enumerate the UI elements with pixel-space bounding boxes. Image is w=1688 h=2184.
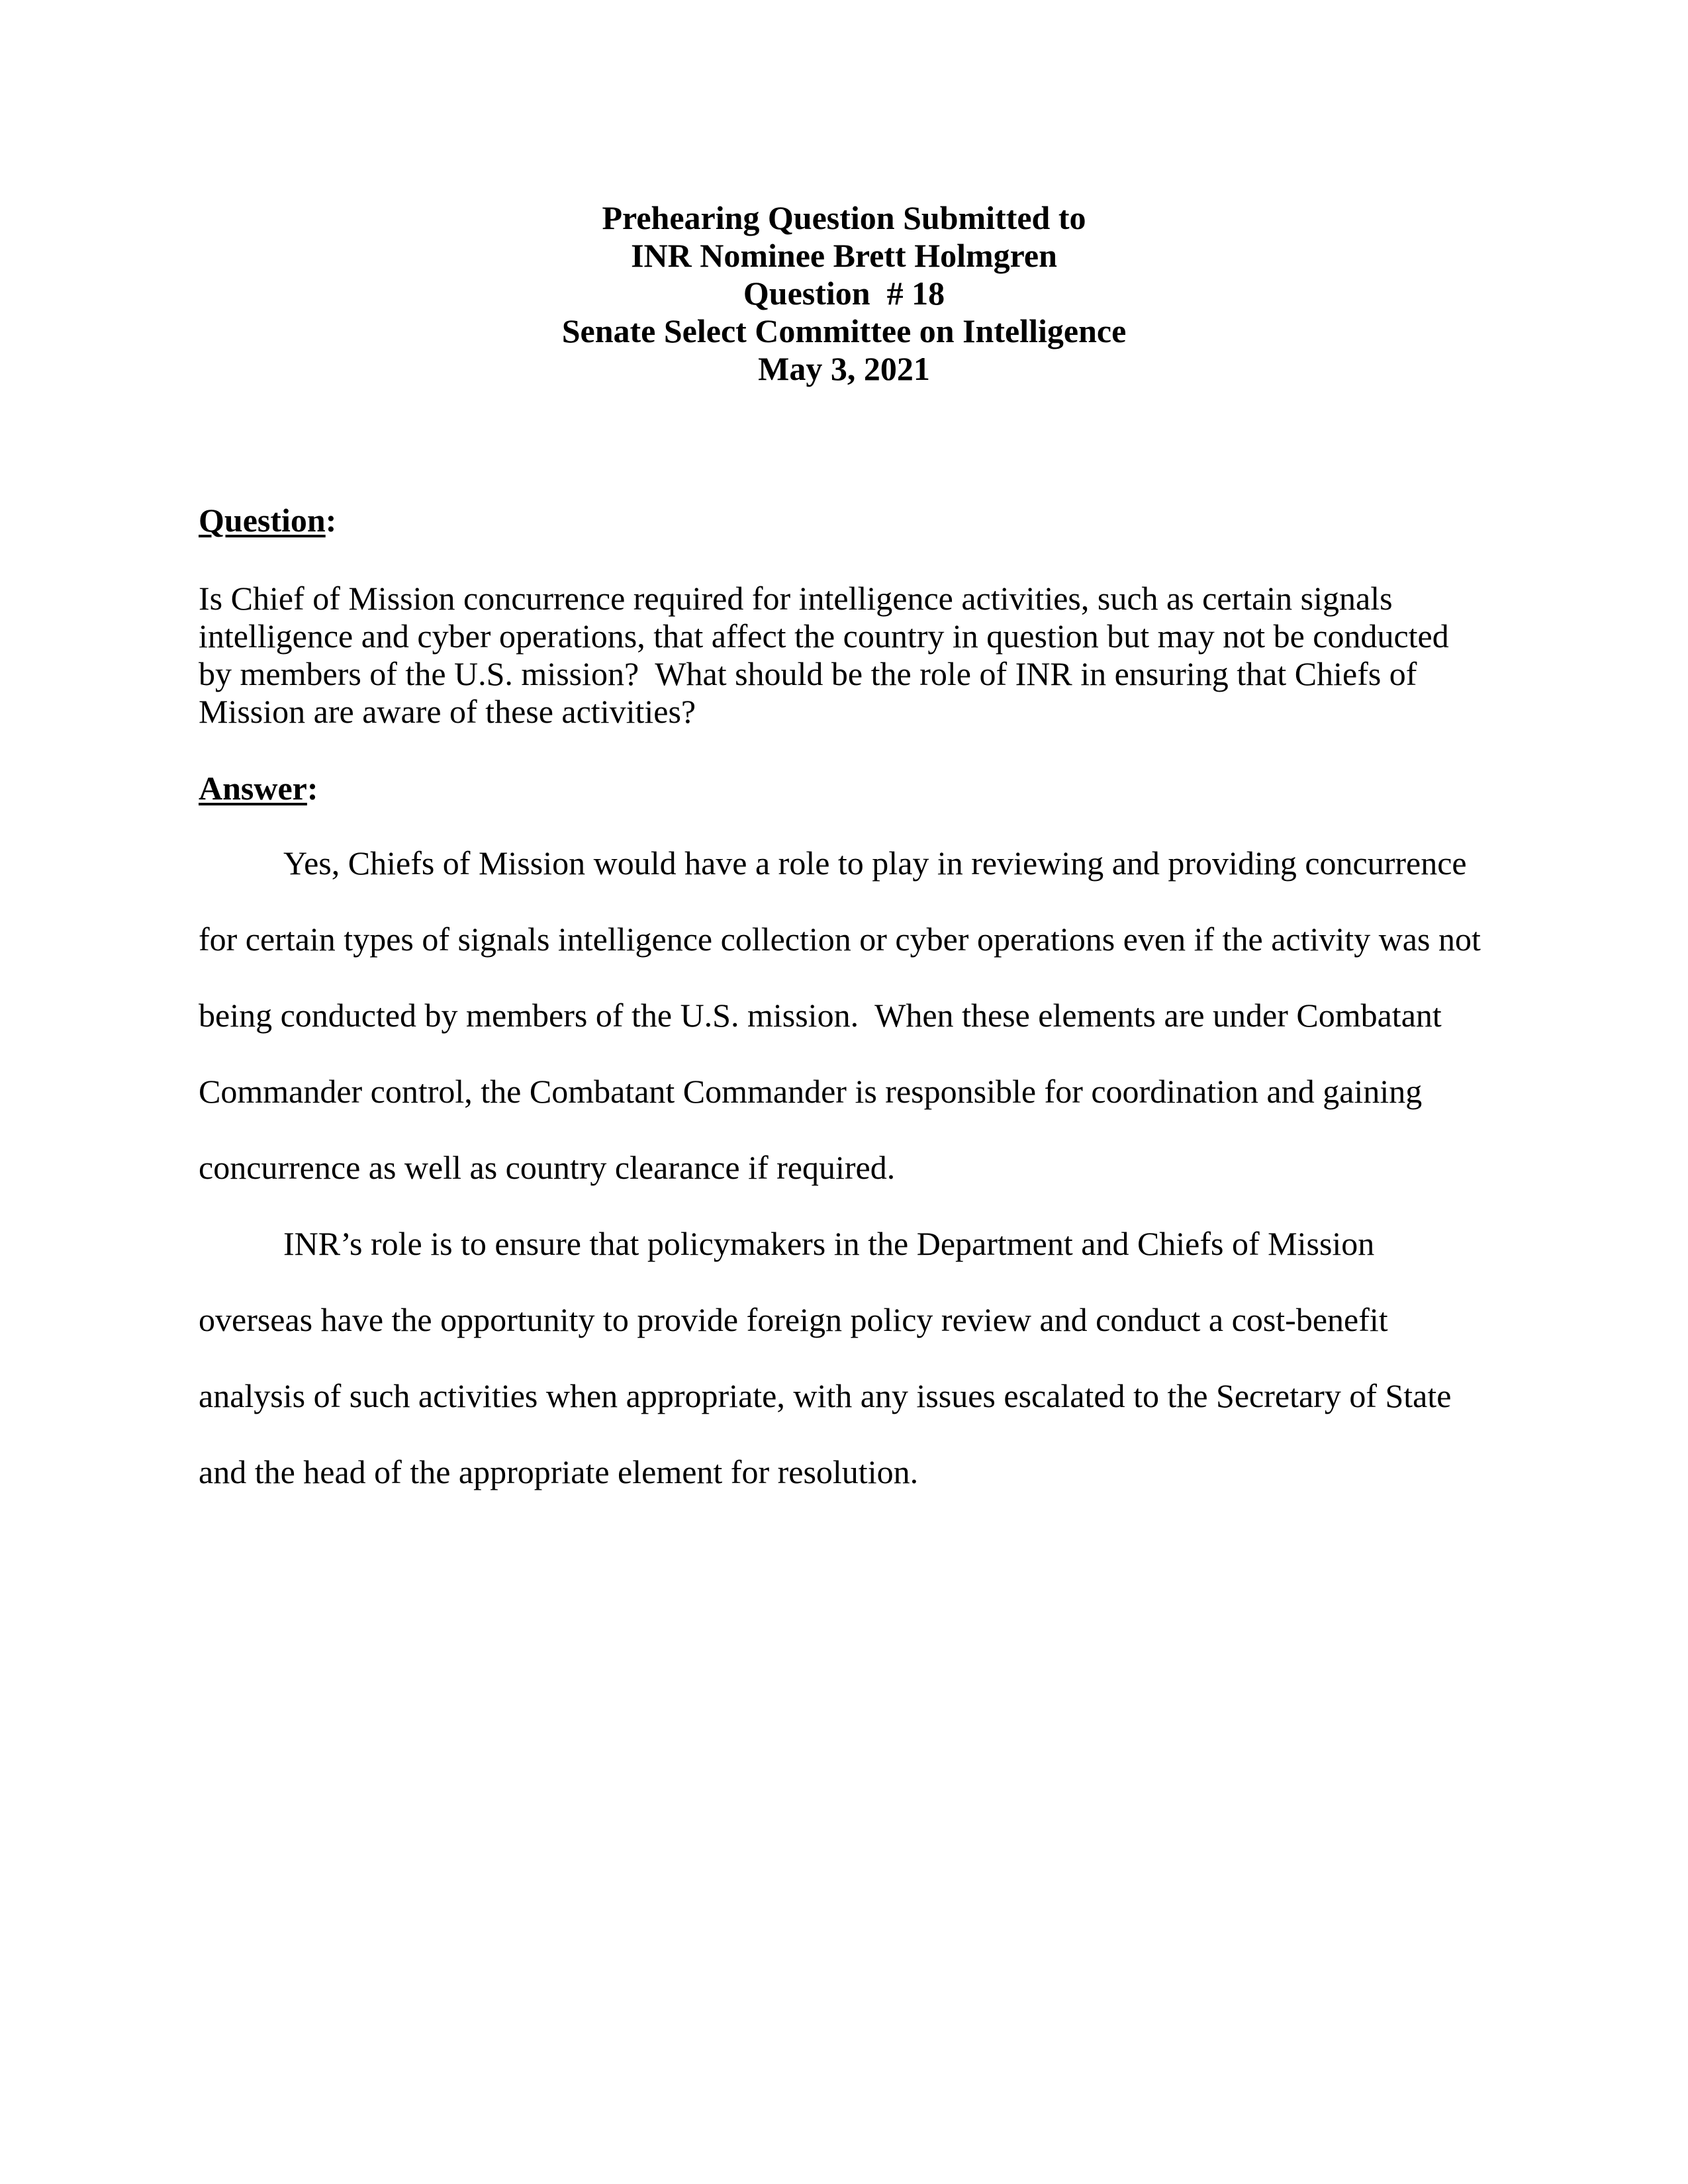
header-line-question-number: Question # 18 [743, 275, 945, 312]
answer-paragraph-2-line: INR’s role is to ensure that policymakers in the Department and Chiefs of Mission [283, 1225, 1375, 1262]
answer-paragraph-1-line: Commander control, the Combatant Commander is responsible for coordination and gaining [199, 1073, 1423, 1110]
answer-heading [199, 770, 318, 807]
header-line-title: Prehearing Question Submitted to [602, 199, 1086, 236]
answer-heading-label: Answer [199, 770, 307, 807]
answer-paragraph-2-line: analysis of such activities when appropriate, with any issues escalated to the Secretary of State [199, 1377, 1452, 1414]
document-header [0, 199, 1688, 388]
answer-paragraph-2-line: and the head of the appropriate element for resolution. [199, 1453, 919, 1490]
question-line: Is Chief of Mission concurrence required for intelligence activities, such as certain signals [199, 580, 1393, 617]
question-paragraph [199, 580, 1449, 731]
header-line-committee: Senate Select Committee on Intelligence [561, 312, 1127, 349]
question-line: intelligence and cyber operations, that affect the country in question but may not be conducted [199, 617, 1449, 655]
answer-heading-colon: : [306, 770, 318, 807]
header-line-nominee: INR Nominee Brett Holmgren [631, 237, 1057, 274]
question-line: by members of the U.S. mission? What should be the role of INR in ensuring that Chiefs of [199, 655, 1417, 692]
question-heading [199, 502, 336, 539]
question-heading-label: Question [199, 502, 326, 539]
answer-paragraph-1-line: concurrence as well as country clearance if required. [199, 1149, 896, 1186]
answer-paragraph-2-line: overseas have the opportunity to provide foreign policy review and conduct a cost-benefit [199, 1301, 1388, 1338]
header-line-date: May 3, 2021 [758, 350, 930, 387]
answer-paragraph-1-line: being conducted by members of the U.S. mission. When these elements are under Combatant [199, 997, 1442, 1034]
question-line: Mission are aware of these activities? [199, 693, 696, 730]
answer-paragraph-1-line: for certain types of signals intelligence collection or cyber operations even if the activity was not [199, 921, 1481, 958]
answer-paragraph-1-line: Yes, Chiefs of Mission would have a role to play in reviewing and providing concurrence [283, 844, 1467, 882]
question-heading-colon: : [325, 502, 337, 539]
answer-body [199, 825, 1481, 1510]
